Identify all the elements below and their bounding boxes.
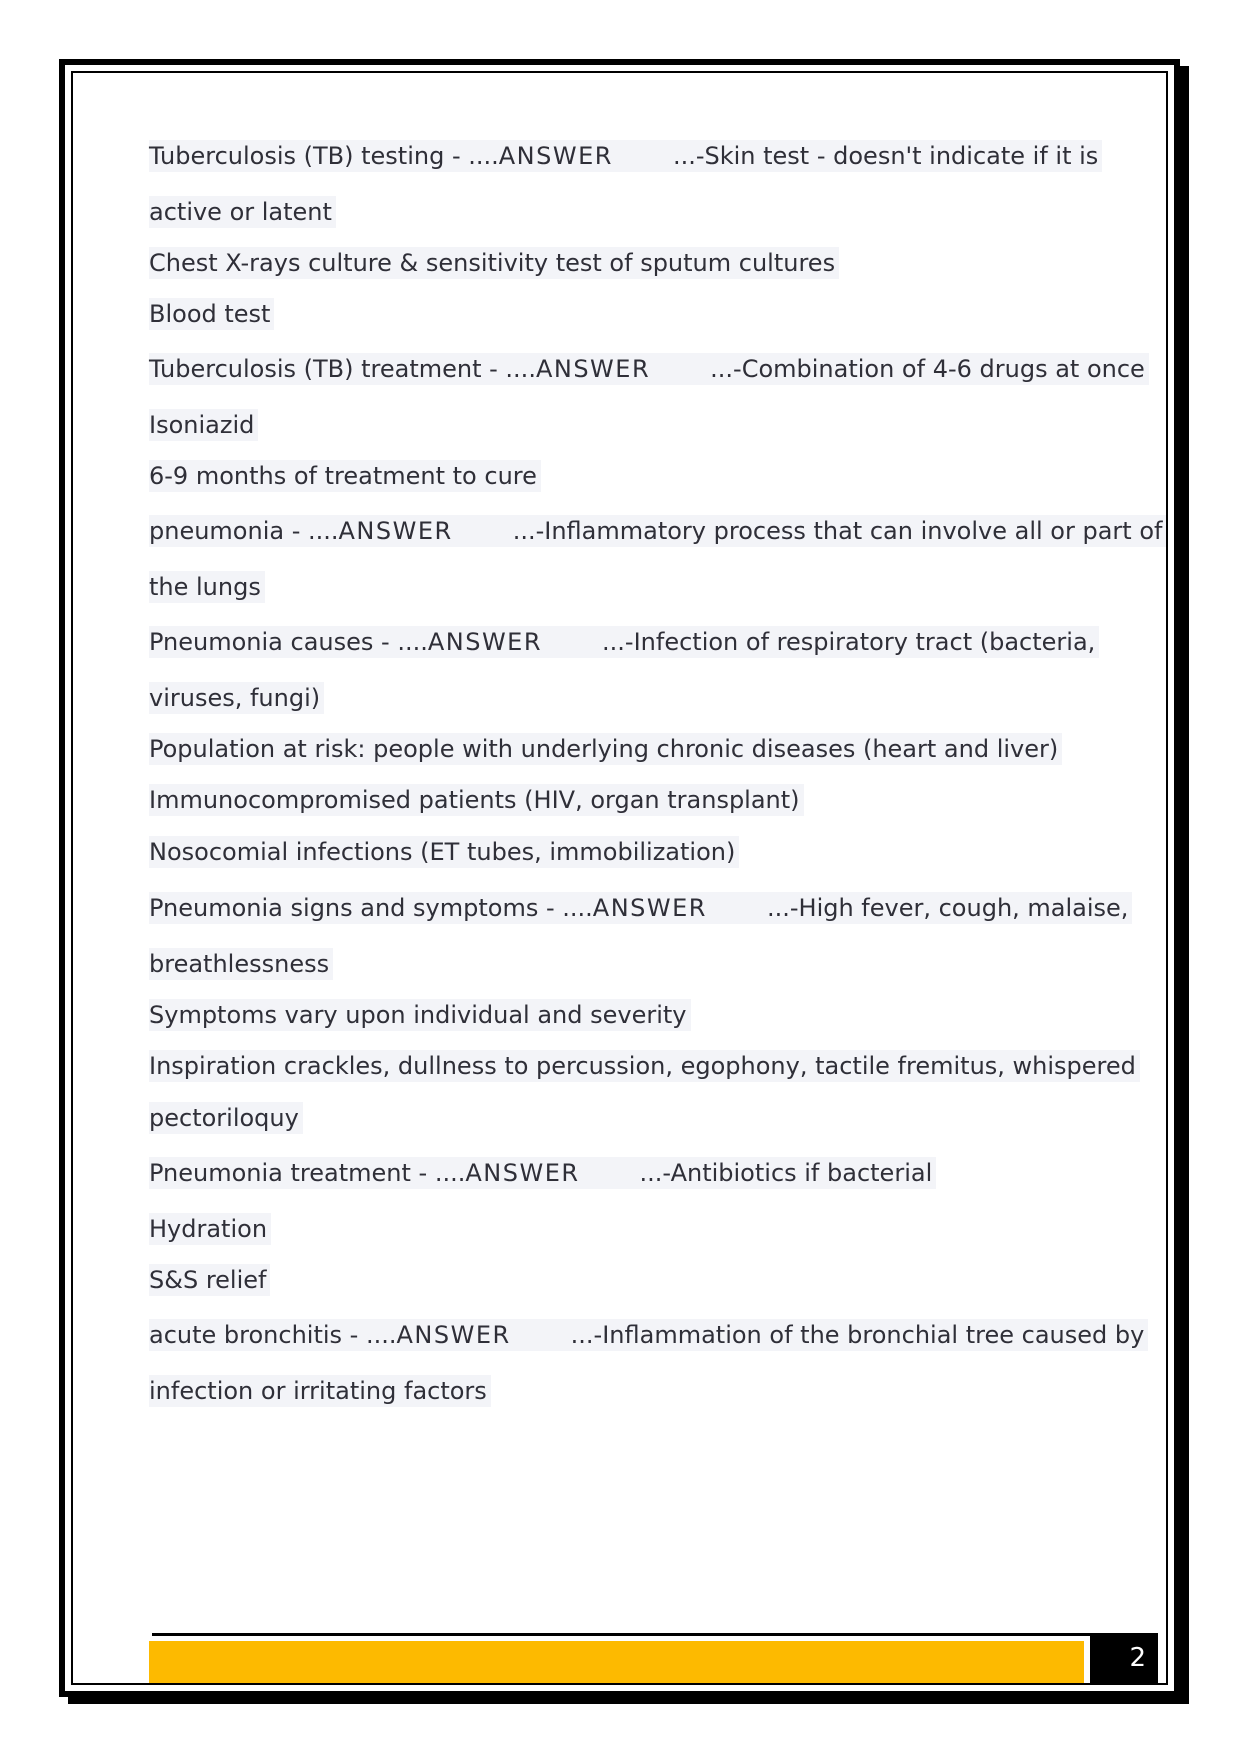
page-number: 2 bbox=[1090, 1633, 1158, 1683]
answer-marker: ANSWER bbox=[338, 517, 453, 545]
answer-text: ...-Combination of 4-6 drugs at once bbox=[710, 355, 1145, 383]
question-term: Pneumonia signs and symptoms - .... bbox=[149, 894, 593, 922]
qa-entry-pneumonia bbox=[149, 515, 1166, 547]
text-line-content: Blood test bbox=[149, 298, 274, 330]
answer-marker: ANSWER bbox=[427, 628, 543, 656]
qa-entry-tb-treatment bbox=[149, 353, 1149, 385]
answer-marker: ANSWER bbox=[592, 894, 707, 922]
answer-marker: ANSWER bbox=[465, 1159, 580, 1187]
text-line-content: breathlessness bbox=[149, 948, 333, 980]
text-line-content: Symptoms vary upon individual and severity bbox=[149, 999, 691, 1031]
question-term: Pneumonia causes - .... bbox=[149, 628, 428, 656]
text-line bbox=[149, 1213, 271, 1245]
text-line-content: infection or irritating factors bbox=[149, 1375, 491, 1407]
text-line bbox=[149, 999, 691, 1031]
question-term: Pneumonia treatment - .... bbox=[149, 1159, 466, 1187]
text-line bbox=[149, 948, 333, 980]
text-line-content: 6-9 months of treatment to cure bbox=[149, 460, 541, 492]
answer-text: ...-Inflammatory process that can involve all or part of bbox=[512, 517, 1163, 545]
qa-entry-pneumonia-causes bbox=[149, 626, 1099, 658]
answer-text: ...-Skin test - doesn't indicate if it is bbox=[672, 142, 1099, 170]
question-term: Tuberculosis (TB) treatment - .... bbox=[149, 355, 536, 383]
qa-entry-tb-testing bbox=[149, 140, 1102, 172]
qa-entry-pneumonia-symptoms bbox=[149, 892, 1132, 924]
question-term: Tuberculosis (TB) testing - .... bbox=[149, 142, 499, 170]
text-line-content: Population at risk: people with underlying chronic diseases (heart and liver) bbox=[149, 733, 1062, 765]
answer-marker: ANSWER bbox=[498, 142, 613, 170]
text-line bbox=[149, 1050, 1140, 1082]
text-line-content: Nosocomial infections (ET tubes, immobilization) bbox=[149, 836, 739, 868]
qa-entry-pneumonia-treatment bbox=[149, 1157, 936, 1189]
question-term: acute bronchitis - .... bbox=[149, 1321, 397, 1349]
text-line-content: viruses, fungi) bbox=[149, 682, 324, 714]
text-line bbox=[149, 1102, 303, 1134]
qa-entry-acute-bronchitis bbox=[149, 1319, 1148, 1351]
answer-text: ...-Infection of respiratory tract (bacteria, bbox=[602, 628, 1096, 656]
text-line bbox=[149, 733, 1062, 765]
text-line bbox=[149, 298, 274, 330]
text-line-content: S&S relief bbox=[149, 1264, 270, 1296]
text-line bbox=[149, 247, 839, 279]
text-line-content: Isoniazid bbox=[149, 409, 258, 441]
text-line bbox=[149, 784, 804, 816]
answer-marker: ANSWER bbox=[396, 1321, 511, 1349]
text-line-content: Hydration bbox=[149, 1213, 271, 1245]
text-line bbox=[149, 571, 265, 603]
text-line-content: active or latent bbox=[149, 196, 336, 228]
footer-bar bbox=[149, 1641, 1084, 1683]
text-line-content: Inspiration crackles, dullness to percussion, egophony, tactile fremitus, whispered bbox=[149, 1050, 1140, 1082]
text-line-content: pectoriloquy bbox=[149, 1102, 303, 1134]
answer-text: ...-Inflammation of the bronchial tree caused by bbox=[570, 1321, 1145, 1349]
footer-rule bbox=[152, 1633, 1092, 1636]
answer-text: ...-High fever, cough, malaise, bbox=[766, 894, 1129, 922]
text-line bbox=[149, 196, 336, 228]
text-line bbox=[149, 682, 324, 714]
text-line bbox=[149, 460, 541, 492]
text-line bbox=[149, 1375, 491, 1407]
text-line bbox=[149, 1264, 270, 1296]
text-line-content: Immunocompromised patients (HIV, organ transplant) bbox=[149, 784, 804, 816]
question-term: pneumonia - .... bbox=[149, 517, 339, 545]
text-line-content: the lungs bbox=[149, 571, 265, 603]
text-line bbox=[149, 409, 258, 441]
answer-text: ...-Antibiotics if bacterial bbox=[639, 1159, 933, 1187]
answer-marker: ANSWER bbox=[535, 355, 651, 383]
text-line bbox=[149, 836, 739, 868]
text-line-content: Chest X-rays culture & sensitivity test of sputum cultures bbox=[149, 247, 839, 279]
